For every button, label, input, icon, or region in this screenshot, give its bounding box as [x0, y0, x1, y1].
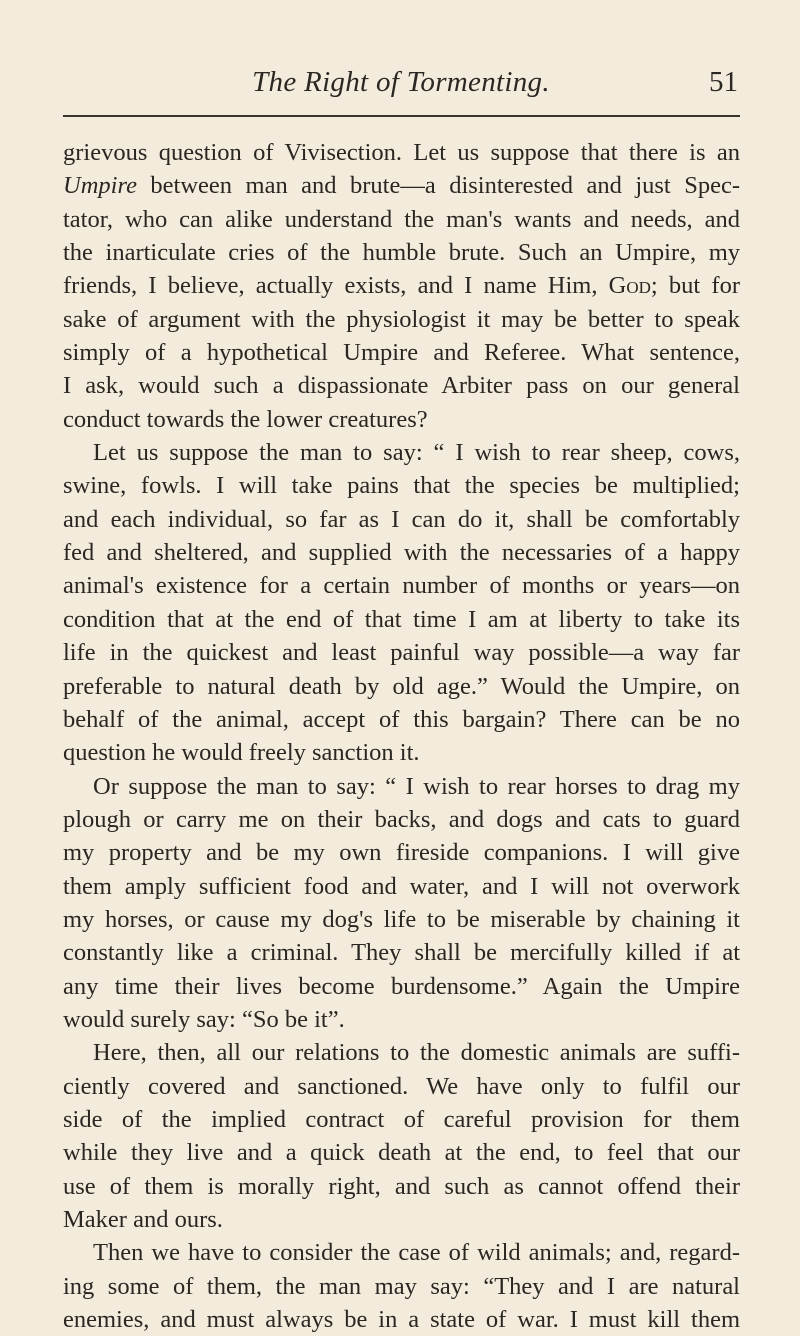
text-line: grievous question of Vivisection. Let us suppose that there is an [63, 139, 740, 166]
text-line: enemies, and must always be in a state of war. I must kill them [63, 1306, 740, 1334]
page-number: 51 [709, 66, 738, 98]
text-line: my property and be my own fireside companions. I will give [63, 839, 740, 867]
text-line: them amply sufficient food and water, and I will not overwork [63, 872, 740, 900]
text-line: preferable to natural death by old age.” Would the Umpire, on [63, 672, 740, 700]
text-line: ciently covered and sanctioned. We have only to fulfil our [63, 1072, 740, 1100]
text-line: constantly like a criminal. They shall be mercifully killed if at [63, 939, 740, 967]
text-line: sake of argument with the physiologist it may be better to speak [63, 305, 740, 333]
text-line: my horses, or cause my dog's life to be miserable by chaining it [63, 905, 740, 933]
text-line: any time their lives become burdensome.” Again the Umpire [63, 972, 740, 1000]
text-line: Or suppose the man to say: “ I wish to rear horses to drag my [93, 772, 740, 800]
text-line: life in the quickest and least painful way possible—a way far [63, 639, 740, 667]
text-line: animal's existence for a certain number of months or years—on [63, 572, 740, 600]
small-caps-word: God [608, 272, 651, 300]
text-line: ing some of them, the man may say: “They and I are natural [63, 1272, 740, 1300]
running-head [62, 66, 740, 106]
text-line: behalf of the animal, accept of this bargain? There can be no [63, 705, 740, 733]
text-line: Umpire between man and brute—a disinterested and just Spec- [63, 172, 740, 200]
text-line: Let us suppose the man to say: “ I wish to rear sheep, cows, [93, 439, 740, 467]
text-line: friends, I believe, actually exists, and I name Him, God; but for [63, 272, 740, 300]
text-line: Maker and ours. [63, 1206, 223, 1233]
text-line: tator, who can alike understand the man's wants and needs, and [63, 205, 740, 233]
text-line: condition that at the end of that time I am at liberty to take its [63, 605, 740, 633]
text-line: use of them is morally right, and such as cannot offend their [63, 1172, 740, 1200]
italic-word: Umpire [63, 172, 137, 200]
text-line: Here, then, all our relations to the domestic animals are suffi- [93, 1039, 740, 1067]
text-line: while they live and a quick death at the end, to feel that our [63, 1139, 740, 1167]
running-title: The Right of Tormenting. [252, 66, 550, 98]
text-line: conduct towards the lower creatures? [63, 405, 428, 433]
text-line: question he would freely sanction it. [63, 739, 420, 767]
text-line: and each individual, so far as I can do it, shall be comfortably [63, 505, 740, 533]
text-line: Then we have to consider the case of wild animals; and, regard- [93, 1239, 740, 1267]
text-line: the inarticulate cries of the humble brute. Such an Umpire, my [63, 239, 740, 267]
text-line: simply of a hypothetical Umpire and Referee. What sentence, [63, 339, 740, 367]
text-line: side of the implied contract of careful provision for them [63, 1105, 740, 1133]
header-rule [63, 115, 740, 117]
text-line: I ask, would such a dispassionate Arbiter pass on our general [63, 372, 740, 400]
text-line: would surely say: “So be it”. [63, 1005, 345, 1033]
body-text [63, 136, 740, 1336]
text-line: fed and sheltered, and supplied with the necessaries of a happy [63, 539, 740, 567]
text-line: plough or carry me on their backs, and dogs and cats to guard [63, 805, 740, 833]
text-line: swine, fowls. I will take pains that the species be multiplied; [63, 472, 740, 500]
